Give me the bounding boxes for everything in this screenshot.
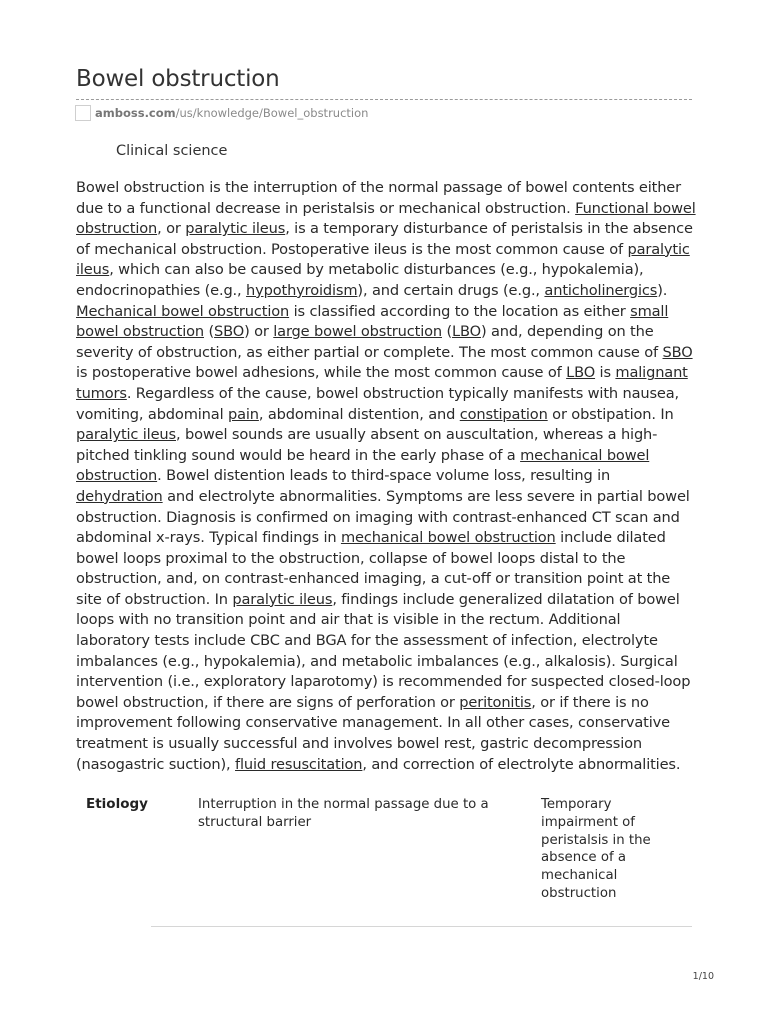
source-url[interactable] [75,104,368,122]
body-text-segment: or obstipation. In [547,405,674,423]
term-link[interactable]: LBO [452,323,481,341]
term-link[interactable]: fluid resuscitation [235,755,363,773]
term-link[interactable]: paralytic ileus [76,426,176,444]
term-link[interactable]: mechanical bowel obstruction [76,446,650,485]
term-link[interactable]: Mechanical bowel obstruction [76,302,290,320]
term-link[interactable]: malignant tumors [76,364,688,402]
term-link[interactable]: paralytic ileus [232,590,333,608]
title-divider [76,99,692,100]
term-link[interactable]: paralytic ileus [185,220,286,238]
favicon-placeholder-icon [75,105,91,121]
summary-paragraph [76,178,696,775]
body-text-segment: . Regardless of the cause, bowel obstruction typically manifests with nausea, vomiting, abdominal [76,384,680,423]
url-path: /us/knowledge/Bowel_obstruction [175,106,369,120]
body-text-segment: is [595,364,616,382]
body-text-segment: ( [204,323,215,341]
table-row-header: Etiology [86,796,148,812]
body-text-segment: , and correction of electrolyte abnormalities. [362,755,681,773]
body-text-segment: ) or [244,323,274,341]
term-link[interactable]: paralytic ileus [76,240,690,279]
body-text-segment: ), and certain drugs (e.g., [357,281,545,299]
term-link[interactable]: pain [227,405,259,423]
table-divider [151,926,692,927]
body-text-segment: ). [657,281,668,299]
body-text-segment: is classified according to the location as either [289,302,631,320]
term-link[interactable]: mechanical bowel obstruction [340,529,556,547]
body-text-segment: , which can also be caused by metabolic disturbances (e.g., hypokalemia), endocrinopathies (e.g., [76,261,644,299]
table-cell-functional: Temporary impairment of peristalsis in the absence of a mechanical obstruction [541,797,651,901]
body-text-segment: and electrolyte abnormalities. Symptoms are less severe in partial bowel obstruction. Diagnosis is confirmed on imaging with contrast-enhanced CT scan and abdominal x-rays. Typical findings in [76,487,690,547]
table-cell-mechanical: Interruption in the normal passage due to a structural barrier [198,797,489,830]
url-domain: amboss.com [95,106,176,120]
body-text-segment: is postoperative bowel adhesions, while the most common cause of [76,364,567,382]
term-link[interactable]: peritonitis [459,693,532,711]
body-text-segment: , abdominal distention, and [258,405,460,423]
term-link[interactable]: dehydration [76,487,163,505]
page-number: 1/10 [692,971,714,982]
body-text-segment: , or [157,220,186,238]
body-text-segment: include dilated bowel loops proximal to the obstruction, collapse of bowel loops distal to the obstruction, and, on contrast-enhanced imaging, a cut-off or transition point at the site of obstruction. In [76,529,671,608]
term-link[interactable]: constipation [459,405,548,423]
body-text-segment: ) and, depending on the severity of obstruction, as either partial or complete. The most common cause of [76,323,663,361]
section-label: Clinical science [116,143,228,159]
body-text-segment: , or if there is no improvement following conservative management. In all other cases, conservative treatment is usually successful and involves bowel rest, gastric decompression (nasogastric suction), [76,693,670,773]
term-link[interactable]: hypothyroidism [246,281,358,299]
body-text-segment: , is a temporary disturbance of peristalsis in the absence of mechanical obstruction. Postoperative ileus is the most common cause of [76,220,693,258]
body-text-segment: . Bowel distention leads to third-space volume loss, resulting in [157,467,611,485]
term-link[interactable]: SBO [662,343,693,361]
body-text-segment: Bowel obstruction is the interruption of the normal passage of bowel contents either due to a functional decrease in peristalsis or mechanical obstruction. [76,179,681,217]
term-link[interactable]: anticholinergics [544,281,658,299]
page-title: Bowel obstruction [76,66,280,92]
body-text-segment: , findings include generalized dilatation of bowel loops with no transition point and air that is visible in the rectum. Additional laboratory tests include CBC and BGA for the assessment of infection, electrolyte imbalances (e.g., hypokalemia), and metabolic imbalances (e.g., alkalosis). Surgical intervention (i.e., exploratory laparotomy) is recommended for suspected closed-loop bowel obstruction, if there are signs of perforation or [76,590,691,711]
body-text-segment: , bowel sounds are usually absent on auscultation, whereas a high-pitched tinkling sound would be heard in the early phase of a [76,426,658,464]
term-link[interactable]: Functional bowel obstruction [76,199,696,238]
term-link[interactable]: small bowel obstruction [76,302,669,341]
body-text-segment: ( [441,323,453,341]
term-link[interactable]: LBO [566,364,596,382]
term-link[interactable]: large bowel obstruction [273,323,442,341]
term-link[interactable]: SBO [214,323,245,341]
